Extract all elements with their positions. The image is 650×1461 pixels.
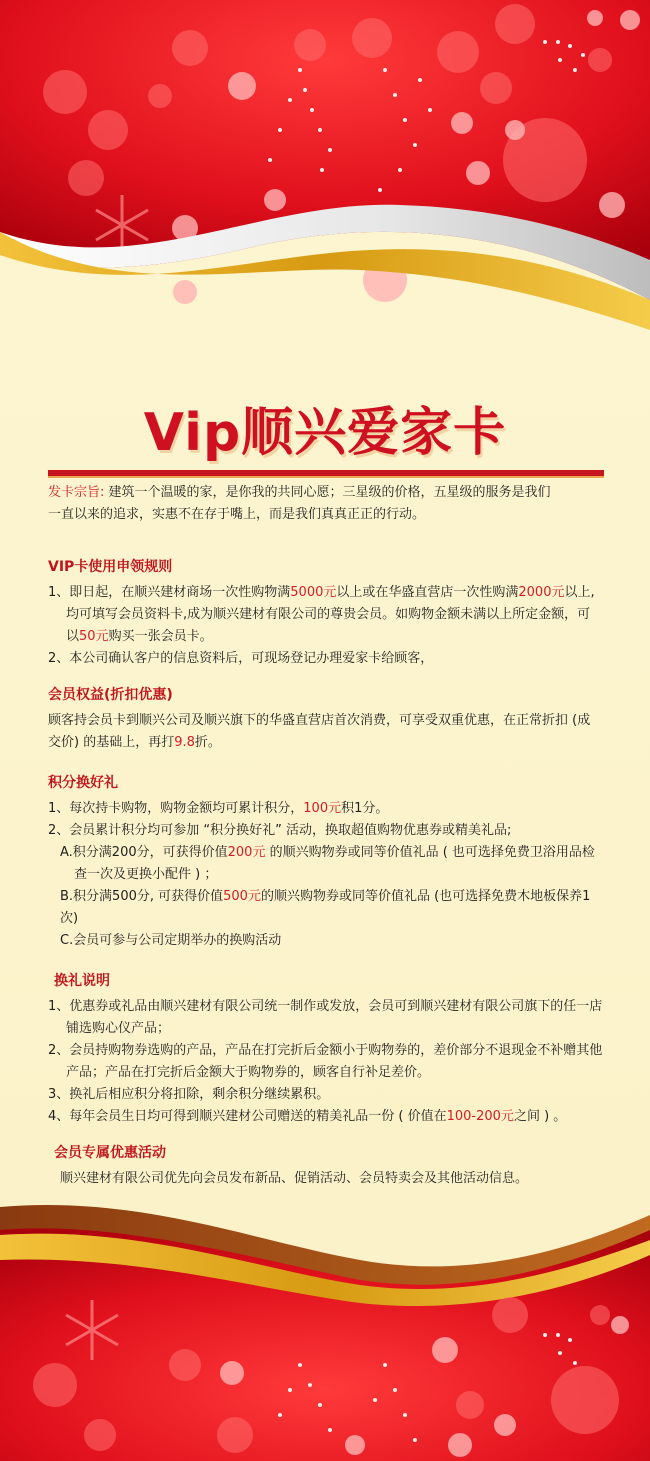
section-title-exchange: 换礼说明: [54, 973, 110, 989]
points-item-2: 2、会员累计积分均可参加 “积分换好礼” 活动，换取超值购物优惠券或精美礼品;: [48, 823, 512, 838]
points-text: 积1分。: [341, 801, 389, 816]
rules-text: 购买一张会员卡。: [108, 629, 213, 644]
exchange-text: 4、每年会员生日均可得到顺兴建材公司赠送的精美礼品一份 ( 价值在: [48, 1109, 447, 1124]
amount: 100元: [303, 801, 342, 816]
rules-text: 以上或在华盛直营店一次性购满: [336, 585, 519, 600]
points-item-1: [48, 798, 608, 820]
rules-item-1: [48, 582, 608, 604]
points-item-a: [48, 842, 608, 864]
points-item-b: [48, 886, 608, 930]
intro-text-line1: 建筑一个温暖的家，是你我的共同心愿；三星级的价格，五星级的服务是我们: [104, 485, 551, 500]
points-text: 1、每次持卡购物，购物金额均可累计积分，: [48, 801, 304, 816]
points-item-c: C.会员可参与公司定期举办的换购活动: [60, 933, 282, 948]
points-text: 的顺兴购物券或同等价值礼品 ( 也可选择免费卫浴用品检: [265, 845, 595, 860]
points-text: B.积分满500分, 可获得价值: [60, 889, 224, 904]
exchange-item-1-line2: 铺选购心仪产品；: [66, 1021, 171, 1036]
section-title-points: 积分换好礼: [48, 775, 118, 791]
top-decorative-banner: [0, 0, 650, 360]
exchange-item-3: 3、换礼后相应积分将扣除，剩余积分继续累积。: [48, 1087, 330, 1102]
page-title: Vip顺兴爱家卡: [143, 403, 507, 463]
discount-value: 9.8: [174, 735, 195, 750]
amount: 500元: [223, 889, 261, 904]
section-title-exclusive: 会员专属优惠活动: [54, 1145, 166, 1161]
exclusive-line1: 顺兴建材有限公司优先向会员发布新品、促销活动、会员特卖会及其他活动信息。: [60, 1171, 529, 1186]
benefits-text: 交价) 的基础上，再打: [48, 735, 175, 750]
intro-text-line2: 一直以来的追求，实惠不在存于嘴上，而是我们真真正正的行动。: [48, 507, 426, 522]
rules-text: 以上,: [564, 585, 595, 600]
amount: 50元: [79, 629, 109, 644]
rules-text: 均可填写会员资料卡,成为顺兴建材有限公司的尊贵会员。如购物金额未满以上所定金额，可: [66, 607, 591, 622]
section-title-rules: VIP卡使用申领规则: [48, 559, 173, 575]
intro-paragraph: [48, 482, 608, 526]
exchange-item-1: 1、优惠券或礼品由顺兴建材有限公司统一制作或发放，会员可到顺兴建材有限公司旗下的任一店: [48, 999, 603, 1014]
title-divider: [48, 470, 604, 478]
intro-label: 发卡宗旨:: [48, 485, 105, 500]
rules-item-2: 2、本公司确认客户的信息资料后，可现场登记办理爱家卡给顾客，: [48, 651, 434, 666]
section-title-benefits: 会员权益(折扣优惠): [48, 687, 173, 703]
rules-text: 1、即日起，在顺兴建材商场一次性购物满: [48, 585, 291, 600]
rules-text: 以: [66, 629, 80, 644]
points-text: A.积分满200分，可获得价值: [60, 845, 228, 860]
main-content: [48, 482, 608, 1190]
amount: 5000元: [290, 585, 337, 600]
benefits-line1: 顾客持会员卡到顺兴公司及顺兴旗下的华盛直营店首次消费，可享受双重优惠，在正常折扣 (成: [48, 713, 591, 728]
points-text: 的顺兴购物券或同等价值礼品 (也可选择免费木地板保养1次): [60, 889, 591, 926]
benefits-text: 折。: [194, 735, 221, 750]
benefits-line2: [48, 732, 608, 754]
amount: 100-200元: [446, 1109, 514, 1124]
amount: 2000元: [518, 585, 565, 600]
amount: 200元: [227, 845, 266, 860]
exchange-item-2: 2、会员持购物券选购的产品，产品在打完折后金额小于购物券的，差价部分不退现金不补赠其他: [48, 1043, 603, 1058]
exchange-item-4: [48, 1106, 608, 1128]
rules-item-1-line2: [48, 604, 608, 626]
exchange-item-2-line2: 产品；产品在打完折后金额大于购物券的，顾客自行补足差价。: [66, 1065, 431, 1080]
rules-item-1-line3: [48, 626, 608, 648]
exchange-text: 之间 ) 。: [513, 1109, 567, 1124]
points-item-a-line2: 查一次及更换小配件 ) ；: [74, 867, 218, 882]
bottom-decorative-banner: [0, 1185, 650, 1461]
